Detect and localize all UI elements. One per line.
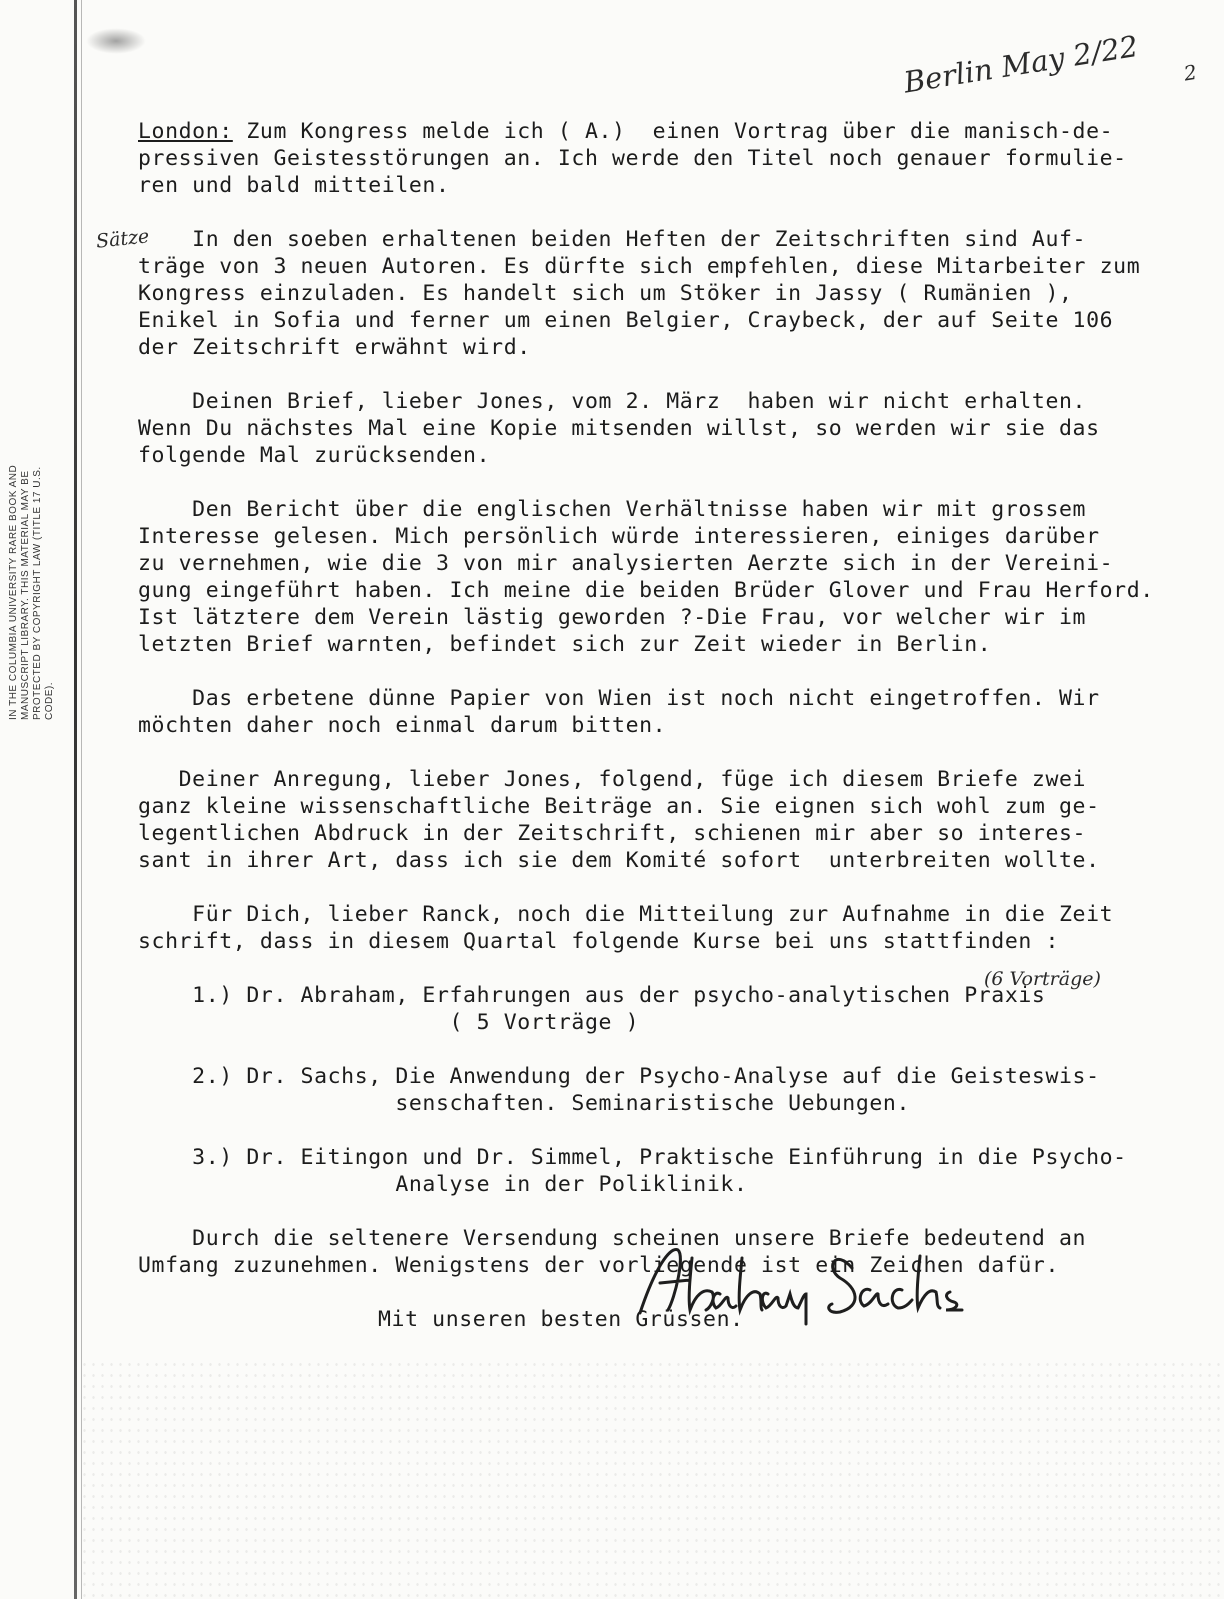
text-line: Kongress einzuladen. Es handelt sich um Stöker in Jassy ( Rumänien ), — [138, 281, 1073, 306]
text-line: Interesse gelesen. Mich persönlich würde interessieren, einiges darüber — [138, 524, 1100, 549]
london-label: London: — [138, 119, 233, 144]
handwritten-date-text: Berlin May 2/22 — [901, 28, 1141, 100]
text-line: träge von 3 neuen Autoren. Es dürfte sich empfehlen, diese Mitarbeiter zum — [138, 254, 1141, 279]
text-line: 2.) Dr. Sachs, Die Anwendung der Psycho-Analyse auf die Geisteswis- — [138, 1064, 1100, 1089]
closing-greeting: Mit unseren besten Grüssen. — [378, 1307, 744, 1332]
text-line: der Zeitschrift erwähnt wird. — [138, 335, 531, 360]
text-line: folgende Mal zurücksenden. — [138, 443, 491, 468]
text-line: legentlichen Abdruck in der Zeitschrift, schienen mir aber so interes- — [138, 821, 1087, 846]
notice-line: MANUSCRIPT LIBRARY. THIS MATERIAL MAY BE — [20, 470, 31, 720]
text-line: letzten Brief warnten, befindet sich zur Zeit wieder in Berlin. — [138, 632, 992, 657]
text-line: Umfang zuzunehmen. Wenigstens der vorliegende ist ein Zeichen dafür. — [138, 1253, 1059, 1278]
notice-line: PROTECTED BY COPYRIGHT LAW (TITLE 17 U.S. — [32, 466, 43, 720]
text-line: ganz kleine wissenschaftliche Beiträge an. Sie eignen sich wohl zum ge- — [138, 794, 1100, 819]
archive-copyright-notice — [8, 360, 92, 720]
notice-line: IN THE COLUMBIA UNIVERSITY RARE BOOK AND — [8, 464, 19, 720]
text-line: Deiner Anregung, lieber Jones, folgend, füge ich diesem Briefe zwei — [138, 767, 1087, 792]
page-number: 2 — [1182, 59, 1199, 86]
text-line: Den Bericht über die englischen Verhältnisse haben wir mit grossem — [138, 497, 1087, 522]
course-item — [138, 1063, 1198, 1117]
course-item — [138, 1144, 1198, 1198]
course-handwritten-note: (6 Vorträge) — [984, 968, 1101, 990]
ink-smudge — [86, 28, 146, 54]
text-line: Wenn Du nächstes Mal eine Kopie mitsenden willst, so werden wir sie das — [138, 416, 1100, 441]
text-line: schrift, dass in diesem Quartal folgende Kurse bei uns stattfinden : — [138, 929, 1059, 954]
text-line: Das erbetene dünne Papier von Wien ist noch nicht eingetroffen. Wir — [138, 686, 1100, 711]
text-line: zu vernehmen, wie die 3 von mir analysierten Aerzte sich in der Vereini- — [138, 551, 1114, 576]
paragraph-courses-intro — [138, 901, 1198, 955]
text-line: pressiven Geistesstörungen an. Ich werde den Titel noch genauer formulie- — [138, 146, 1127, 171]
text-line: Durch die seltenere Versendung scheinen unsere Briefe bedeutend an — [138, 1226, 1087, 1251]
paragraph-jones-letter — [138, 388, 1198, 469]
paragraph-english-report — [138, 496, 1198, 658]
text-line: sant in ihrer Art, dass ich sie dem Komité sofort unterbreiten wollte. — [138, 848, 1100, 873]
text-line: Enikel in Sofia und ferner um einen Belgier, Craybeck, der auf Seite 106 — [138, 308, 1114, 333]
text-line: Ist lätztere dem Verein lästig geworden ?-Die Frau, vor welcher wir im — [138, 605, 1087, 630]
text-line: möchten daher noch einmal darum bitten. — [138, 713, 667, 738]
text-line: ren und bald mitteilen. — [138, 173, 450, 198]
signature — [630, 1228, 1030, 1328]
text-line: Für Dich, lieber Ranck, noch die Mitteilung zur Aufnahme in die Zeit — [138, 902, 1114, 927]
left-margin-rule — [74, 0, 77, 1599]
paragraph-london — [138, 118, 1198, 199]
letter-body — [138, 118, 1198, 1333]
text-line: 1.) Dr. Abraham, Erfahrungen aus der psycho-analytischen Praxis — [138, 983, 1046, 1008]
paragraph-contributions — [138, 766, 1198, 874]
paragraph-paper — [138, 685, 1198, 739]
text-line: Analyse in der Poliklinik. — [138, 1172, 748, 1197]
text-line: Deinen Brief, lieber Jones, vom 2. März haben wir nicht erhalten. — [138, 389, 1087, 414]
paragraph-new-authors — [138, 226, 1198, 361]
margin-correction: Sätze — [94, 225, 151, 253]
photocopy-noise — [80, 1359, 1224, 1599]
text-line: In den soeben erhaltenen beiden Heften der Zeitschriften sind Auf- — [138, 227, 1087, 252]
text-line: 3.) Dr. Eitingon und Dr. Simmel, Praktische Einführung in die Psycho- — [138, 1145, 1127, 1170]
notice-line: CODE). — [44, 682, 55, 720]
text-line: senschaften. Seminaristische Uebungen. — [138, 1091, 911, 1116]
course-item — [138, 982, 1198, 1036]
text-line: gung eingeführt haben. Ich meine die beiden Brüder Glover und Frau Herford. — [138, 578, 1154, 603]
text-line: Zum Kongress melde ich ( A.) einen Vortrag über die manisch-de- — [232, 119, 1114, 144]
text-line: ( 5 Vorträge ) — [138, 1010, 640, 1035]
